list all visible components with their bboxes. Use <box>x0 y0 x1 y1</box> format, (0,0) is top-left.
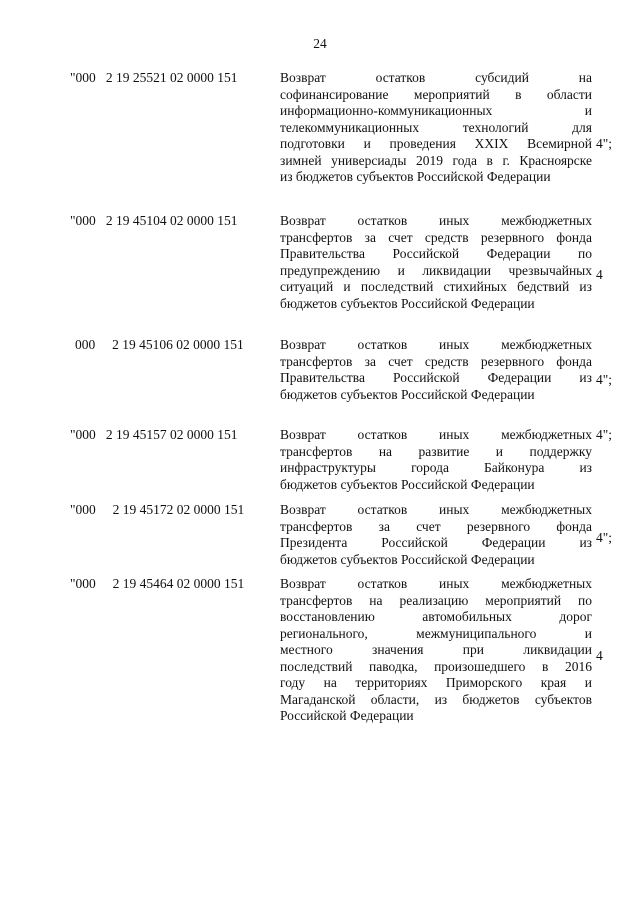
income-description <box>280 70 592 186</box>
income-description <box>280 576 592 725</box>
description-line: Магаданской области, из бюджетов субъектов <box>280 691 592 707</box>
page-number: 24 <box>313 36 327 51</box>
income-description <box>280 427 592 493</box>
description-line: бюджетов субъектов Российской Федерации <box>280 386 535 402</box>
description-line: году на территориях Приморского края и <box>280 675 592 690</box>
description-line: софинансирование мероприятий в области <box>280 86 592 102</box>
description-line: Возврат остатков иных межбюджетных <box>280 502 592 517</box>
description-line: бюджетов субъектов Российской Федерации <box>280 476 535 492</box>
description-line: трансфертов за счет средств резервного фонда <box>280 229 592 245</box>
description-line: Возврат остатков иных межбюджетных <box>280 213 592 228</box>
budget-classification-code: "000 2 19 25521 02 0000 151 <box>70 70 238 85</box>
description-line: восстановлению автомобильных дорог <box>280 609 592 624</box>
description-line: ситуаций и последствий стихийных бедствий из <box>280 279 592 294</box>
budget-classification-code: "000 2 19 45464 02 0000 151 <box>70 576 245 591</box>
description-line: местного значения при ликвидации <box>280 642 592 657</box>
budget-classification-code: 000 2 19 45106 02 0000 151 <box>75 337 244 352</box>
standard-value: 4"; <box>596 136 613 151</box>
description-line: информационно-коммуникационных и <box>280 103 592 118</box>
description-line: бюджетов субъектов Российской Федерации <box>280 295 535 311</box>
standard-value: 4 <box>596 648 603 663</box>
description-line: из бюджетов субъектов Российской Федерации <box>280 169 551 184</box>
description-line: трансфертов за счет средств резервного фонда <box>280 353 592 369</box>
description-line: Правительства Российской Федерации из <box>280 370 592 385</box>
description-line: зимней универсиады 2019 года в г. Красноярске <box>280 152 592 168</box>
description-line: бюджетов субъектов Российской Федерации <box>280 551 535 567</box>
description-line: телекоммуникационных технологий для <box>280 119 592 135</box>
description-line: Возврат остатков иных межбюджетных <box>280 576 592 591</box>
description-line: трансфертов за счет резервного фонда <box>280 518 592 534</box>
description-line: трансфертов на реализацию мероприятий по <box>280 592 592 608</box>
standard-value: 4 <box>596 267 603 282</box>
budget-classification-code: "000 2 19 45157 02 0000 151 <box>70 427 238 442</box>
standard-value: 4"; <box>596 372 613 387</box>
description-line: последствий паводка, произошедшего в 2016 <box>280 658 592 674</box>
description-line: предупреждению и ликвидации чрезвычайных <box>280 262 592 278</box>
description-line: Возврат остатков иных межбюджетных <box>280 427 592 442</box>
income-description <box>280 213 592 312</box>
description-line: регионального, межмуниципального и <box>280 625 592 641</box>
description-line: Правительства Российской Федерации по <box>280 246 592 261</box>
budget-classification-code: "000 2 19 45104 02 0000 151 <box>70 213 238 228</box>
description-line: Возврат остатков иных межбюджетных <box>280 337 592 352</box>
standard-value: 4"; <box>596 530 613 545</box>
description-line: Президента Российской Федерации из <box>280 535 592 550</box>
budget-classification-code: "000 2 19 45172 02 0000 151 <box>70 502 245 517</box>
description-line: Возврат остатков субсидий на <box>280 70 592 85</box>
description-line: трансфертов на развитие и поддержку <box>280 443 592 459</box>
description-line: Российской Федерации <box>280 708 414 723</box>
income-description <box>280 502 592 568</box>
description-line: инфраструктуры города Байконура из <box>280 460 592 475</box>
income-description <box>280 337 592 403</box>
standard-value: 4"; <box>596 427 613 442</box>
description-line: подготовки и проведения XXIX Всемирной <box>280 136 592 151</box>
